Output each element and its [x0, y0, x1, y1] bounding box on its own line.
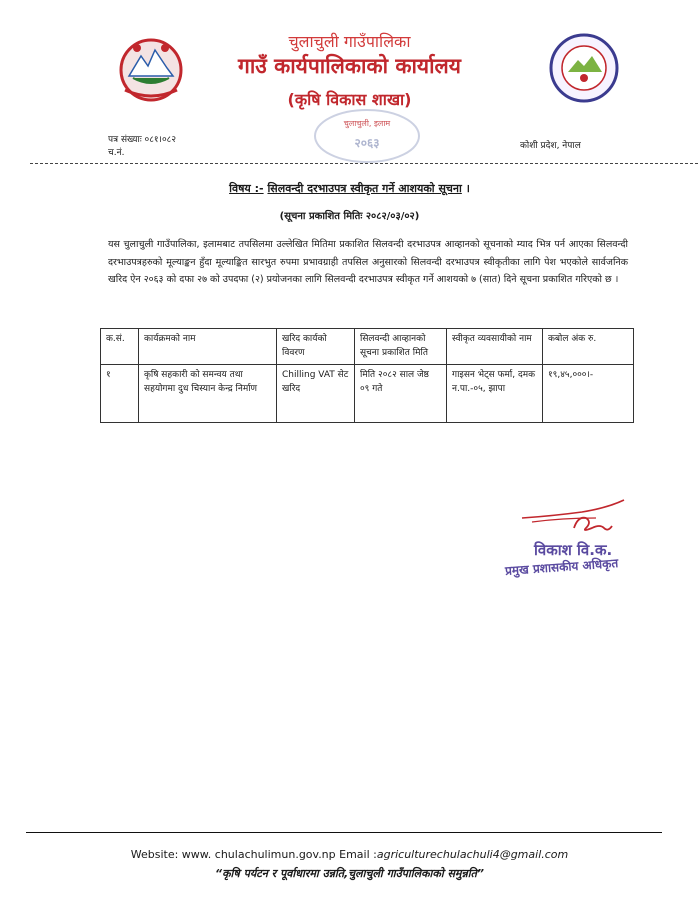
footer-contact — [0, 848, 699, 861]
email-link[interactable]: agriculturechulachuli4@gmail.com — [376, 848, 569, 861]
col-bid-amount: कबोल अंक रु. — [543, 329, 634, 365]
signer-name: विकाश वि.क. — [534, 541, 613, 559]
province-address: कोशी प्रदेश, नेपाल — [520, 141, 581, 151]
cell-vendor-name: गाइसन भेट्स फर्मा, दमक न.पा.-०५, झापा — [447, 365, 543, 423]
rural-municipality-name: चुलाचुली गाउँपालिका — [288, 32, 411, 51]
col-program-name: कार्यक्रमको नाम — [139, 329, 277, 365]
procurement-table — [100, 328, 634, 423]
table-row — [101, 365, 634, 423]
stamp-text: चुलाचुली, इलाम — [343, 119, 391, 128]
publication-date: (सूचना प्रकाशित मितिः २०८२/०३/०२) — [279, 211, 420, 222]
footer-divider — [26, 832, 662, 833]
cell-serial: १ — [101, 365, 139, 423]
col-notice-date: सिलवन्दी आव्हानको सूचना प्रकाशित मिति — [355, 329, 447, 365]
cell-notice-date: मिति २०८२ साल जेष्ठ ०९ गते — [355, 365, 447, 423]
cell-program-name: कृषि सहकारी को समन्वय तथा सहयोगमा दुध चिस्यान केन्द्र निर्माण — [139, 365, 277, 423]
reference-number: च.नं. — [108, 148, 125, 158]
letter-number: पत्र संख्याः ०८१।०८२ — [108, 135, 177, 145]
branch-name: (कृषि विकास शाखा) — [287, 90, 412, 109]
subject-label: विषय :- — [229, 182, 264, 195]
table-header-row — [101, 329, 634, 365]
footer-slogan: “कृषि पर्यटन र पूर्वाधारमा उन्नति,चुलाचुली गाउँपालिकाको समुन्नति” — [215, 867, 484, 880]
col-procurement-detail: खरिद कार्यको विवरण — [277, 329, 355, 365]
subject-text: सिलवन्दी दरभाउपत्र स्वीकृत गर्ने आशयको सूचना — [267, 182, 462, 195]
subject-end: । — [465, 182, 470, 195]
signer-title: प्रमुख प्रशासकीय अधिकृत — [504, 556, 619, 578]
header-divider — [30, 163, 698, 164]
website-text: Website: www. chulachulimun.gov.np Email : — [130, 848, 377, 861]
office-stamp — [312, 108, 422, 164]
col-vendor-name: स्वीकृत व्यवसायीको नाम — [447, 329, 543, 365]
stamp-year: २०६३ — [354, 136, 380, 150]
cell-bid-amount: १९,४५,०००।- — [543, 365, 634, 423]
handwritten-signature — [512, 488, 632, 536]
col-serial: क.सं. — [101, 329, 139, 365]
cell-procurement-detail: Chilling VAT सेट खरिद — [277, 365, 355, 423]
municipality-logo-icon — [548, 32, 620, 104]
notice-subject — [0, 181, 699, 196]
office-title: गाउँ कार्यपालिकाको कार्यालय — [238, 54, 461, 78]
notice-body: यस चुलाचुली गाउँपालिका, इलामबाट तपसिलमा उल्लेखित मितिमा प्रकाशित सिलवन्दी दरभाउपत्र आव्हानको सूचनाको म्याद भित्र पर्न आएका सिलवन्दी दरभाउपत्रहरुको मूल्याङ्कन हुँदा मूल्याङ्कित सारभुत रुपमा प्रभावग्राही तपसिल अनुसारको सिलवन्दी दरभाउपत्र स्वीकृतीका लागि पेश भएकोले सार्वजनिक खरिद ऐन २०६३ को दफा २७ को उपदफा (२) प्रयोजनका लागि सिलवन्दी दरभाउपत्र स्वीकृत गर्ने आशयको ७ (सात) दिने सूचना प्रकाशित गरिएको छ । — [108, 239, 628, 286]
